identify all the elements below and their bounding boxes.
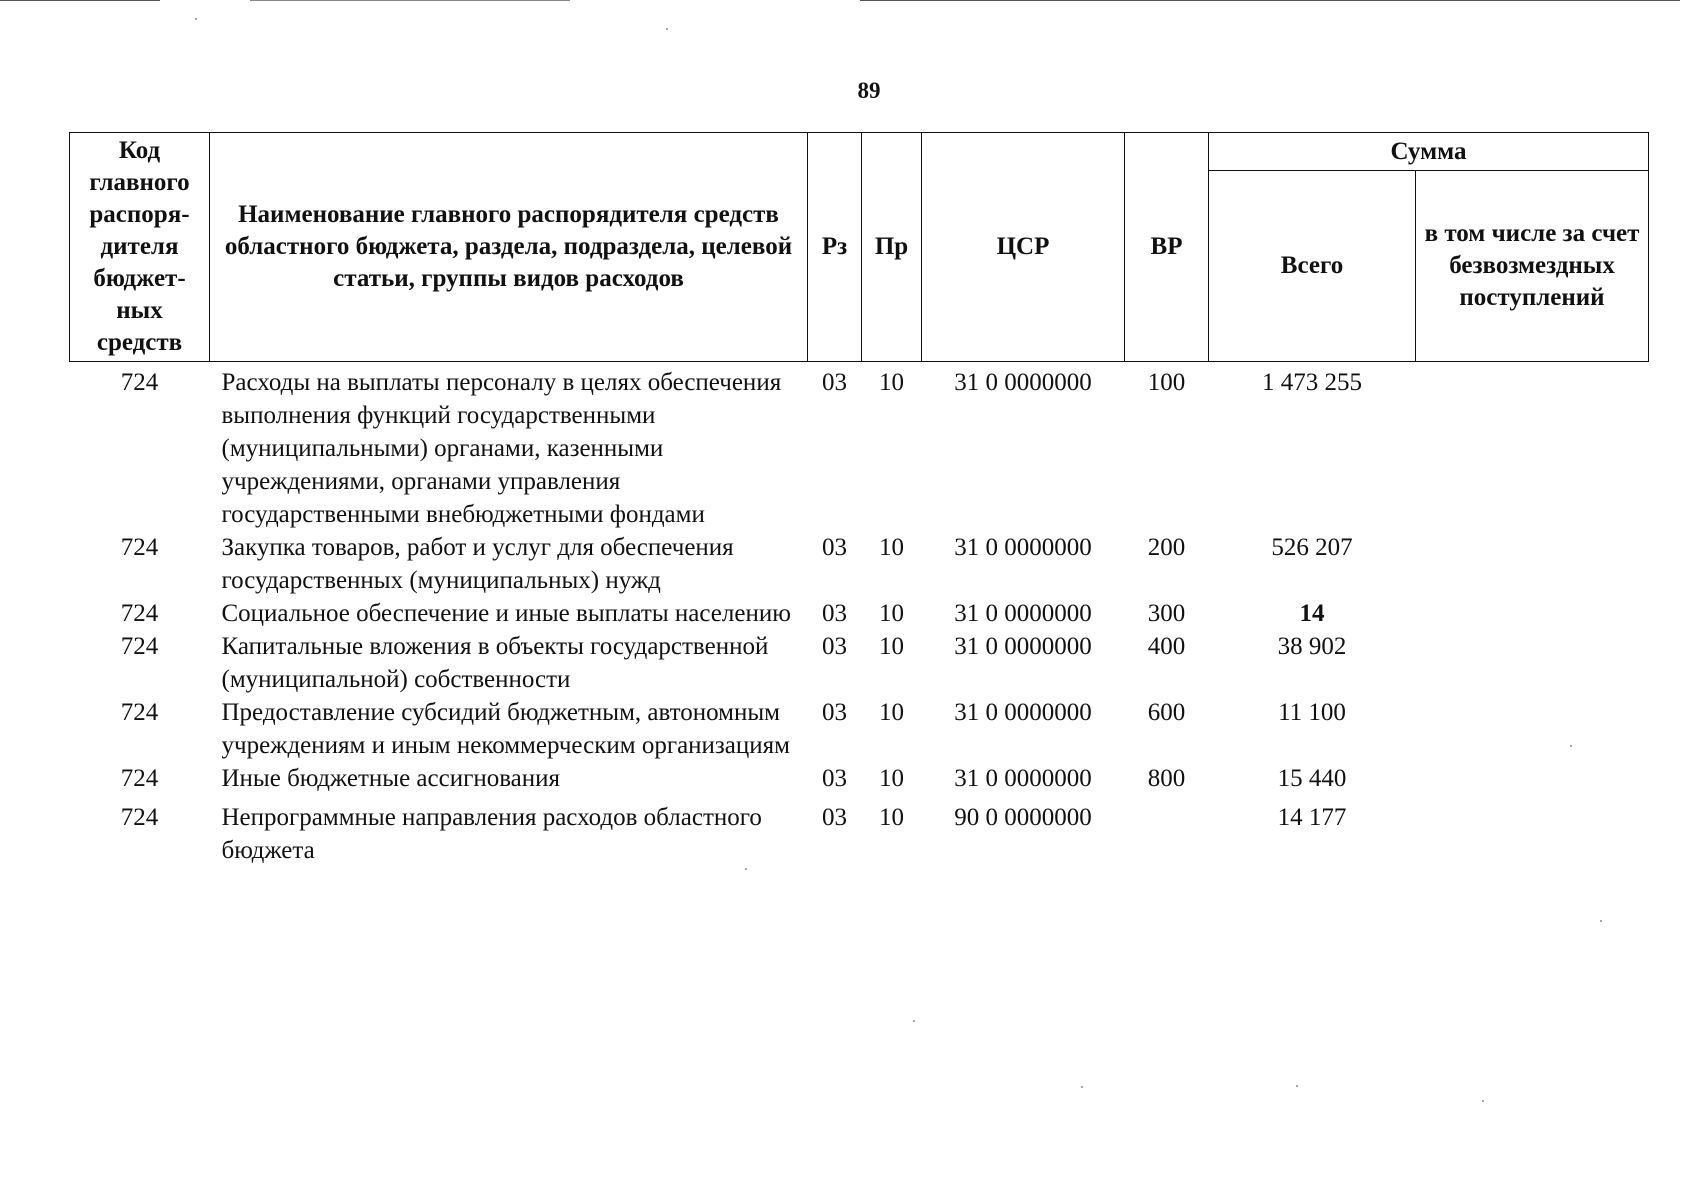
row-pr: 10	[879, 633, 904, 660]
row-rz: 03	[822, 699, 847, 726]
page-number: 89	[857, 78, 881, 103]
table-row	[70, 696, 1649, 762]
row-name: Расходы на выплаты персоналу в целях обеспечения выполнения функций государственными (муниципальными) органами, казенными учреждениями, органами управления государственными внебюджетными фондами	[221, 369, 782, 528]
row-total: 1 473 255	[1262, 369, 1362, 396]
row-gratuitous	[1416, 762, 1649, 795]
scan-speck	[1081, 1086, 1083, 1088]
scan-speck	[913, 1020, 915, 1022]
row-rz: 03	[822, 600, 847, 627]
row-rz: 03	[822, 633, 847, 660]
row-code: 724	[120, 765, 159, 792]
header-rz: Рз	[808, 133, 862, 362]
row-name: Непрограммные направления расходов областного бюджета	[221, 804, 762, 864]
row-pr: 10	[879, 600, 904, 627]
row-name: Предоставление субсидий бюджетным, автономным учреждениям и иным некоммерческим организациям	[221, 699, 790, 759]
row-code: 724	[120, 804, 159, 831]
scan-line-right	[860, 0, 1680, 1]
row-pr: 10	[879, 369, 904, 396]
row-vr: 400	[1147, 633, 1186, 660]
row-total: 15 440	[1277, 765, 1347, 792]
row-total: 38 902	[1277, 633, 1347, 660]
row-csr: 31 0 0000000	[954, 600, 1092, 627]
row-code: 724	[120, 633, 159, 660]
row-code: 724	[120, 369, 159, 396]
scan-speck	[1296, 1085, 1298, 1087]
table-row	[70, 762, 1649, 795]
header-gratuitous: в том числе за счет безвозмездных поступлений	[1416, 171, 1649, 362]
row-pr: 10	[879, 534, 904, 561]
row-total: 526 207	[1271, 534, 1353, 561]
table-header	[70, 133, 1649, 362]
row-csr: 90 0 0000000	[954, 804, 1092, 831]
header-csr: ЦСР	[922, 133, 1125, 362]
table-row	[70, 795, 1649, 867]
row-csr: 31 0 0000000	[954, 369, 1092, 396]
row-gratuitous	[1416, 362, 1649, 532]
row-gratuitous	[1416, 795, 1649, 867]
header-total: Всего	[1209, 171, 1416, 362]
scan-speck	[1482, 1100, 1484, 1102]
table-row	[70, 362, 1649, 532]
row-code: 724	[120, 600, 159, 627]
row-rz: 03	[822, 369, 847, 396]
header-sum: Сумма	[1209, 133, 1649, 171]
row-gratuitous	[1416, 696, 1649, 762]
header-pr: Пр	[862, 133, 922, 362]
scan-speck	[195, 18, 197, 20]
row-rz: 03	[822, 804, 847, 831]
row-gratuitous	[1416, 630, 1649, 696]
row-code: 724	[120, 534, 159, 561]
row-code: 724	[120, 699, 159, 726]
row-gratuitous	[1416, 531, 1649, 597]
scan-line-middle	[250, 0, 570, 1]
row-csr: 31 0 0000000	[954, 765, 1092, 792]
row-csr: 31 0 0000000	[954, 699, 1092, 726]
scan-speck	[1570, 745, 1572, 747]
table-row	[70, 597, 1649, 630]
scan-speck	[666, 28, 668, 30]
scan-speck	[745, 868, 747, 870]
row-pr: 10	[879, 804, 904, 831]
row-csr: 31 0 0000000	[954, 534, 1092, 561]
row-vr: 100	[1147, 369, 1186, 396]
row-vr: 600	[1147, 699, 1186, 726]
scan-line-left	[0, 0, 160, 1]
header-code: Код главного распоря-дителя бюджет-ных средств	[70, 133, 210, 362]
row-gratuitous	[1416, 597, 1649, 630]
scan-speck	[1600, 920, 1602, 922]
row-name: Закупка товаров, работ и услуг для обеспечения государственных (муниципальных) нужд	[221, 534, 734, 594]
row-total: 11 100	[1278, 699, 1346, 726]
row-pr: 10	[879, 765, 904, 792]
row-name: Капитальные вложения в объекты государственной (муниципальной) собственности	[221, 633, 769, 693]
row-total: 14	[1299, 600, 1325, 627]
row-vr: 300	[1147, 600, 1186, 627]
row-vr	[1125, 795, 1209, 867]
row-csr: 31 0 0000000	[954, 633, 1092, 660]
row-total: 14 177	[1277, 804, 1347, 831]
table-body	[70, 362, 1649, 868]
table-row	[70, 630, 1649, 696]
row-vr: 800	[1147, 765, 1186, 792]
row-name: Иные бюджетные ассигнования	[221, 765, 561, 792]
row-vr: 200	[1147, 534, 1186, 561]
budget-table	[69, 132, 1649, 867]
row-rz: 03	[822, 534, 847, 561]
header-vr: ВР	[1125, 133, 1209, 362]
row-name: Социальное обеспечение и иные выплаты населению	[221, 600, 791, 627]
row-rz: 03	[822, 765, 847, 792]
header-name: Наименование главного распорядителя средств областного бюджета, раздела, подраздела, целевой статьи, группы видов расходов	[210, 133, 808, 362]
row-pr: 10	[879, 699, 904, 726]
table-row	[70, 531, 1649, 597]
